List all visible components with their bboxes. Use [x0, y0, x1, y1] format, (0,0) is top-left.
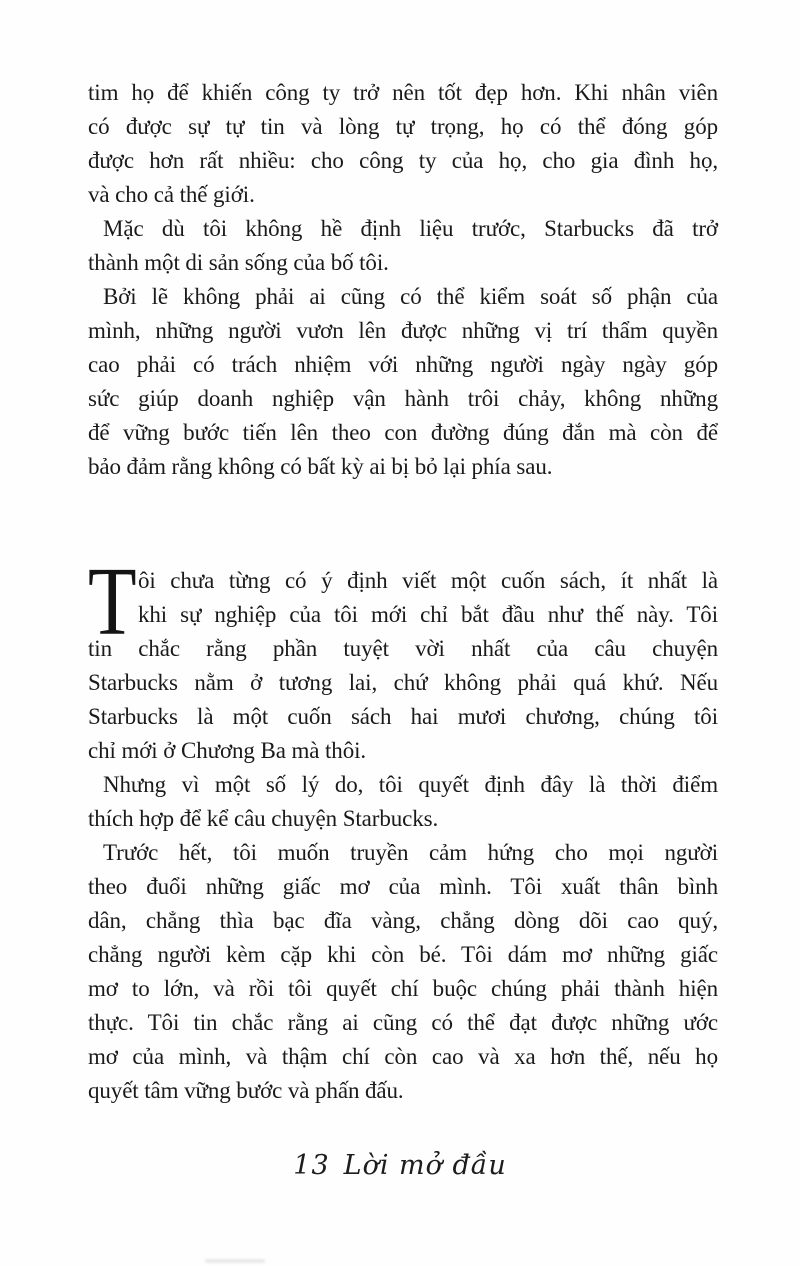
text-line: chẳng người kèm cặp khi còn bé. Tôi dám mơ những giấc [88, 942, 718, 967]
text-line: thực. Tôi tin chắc rằng ai cũng có thể đạt được những ước [88, 1010, 718, 1035]
text-line: cao phải có trách nhiệm với những người ngày ngày góp [88, 352, 718, 377]
section-continued [88, 76, 718, 484]
text-line: Trước hết, tôi muốn truyền cảm hứng cho mọi người [103, 840, 718, 865]
paragraph [88, 76, 718, 212]
paragraph [88, 768, 718, 836]
text-line: ôi chưa từng có ý định viết một cuốn sách, ít nhất là [138, 568, 718, 593]
text-line: được hơn rất nhiều: cho công ty của họ, cho gia đình họ, [88, 148, 718, 173]
text-line: thích hợp để kể câu chuyện Starbucks. [88, 806, 439, 831]
text-line: mình, những người vươn lên được những vị trí thẩm quyền [88, 318, 718, 343]
paragraph [88, 280, 718, 484]
text-line: tim họ để khiến công ty trở nên tốt đẹp hơn. Khi nhân viên [88, 80, 718, 105]
scan-artifact [205, 1259, 265, 1263]
text-line: Bởi lẽ không phải ai cũng có thể kiểm soát số phận của [103, 284, 718, 309]
text-line: Starbucks là một cuốn sách hai mươi chương, chúng tôi [88, 704, 718, 729]
paragraph [88, 836, 718, 1108]
text-line: quyết tâm vững bước và phấn đấu. [88, 1078, 404, 1103]
text-line: có được sự tự tin và lòng tự trọng, họ có thể đóng góp [88, 114, 718, 139]
paragraph-with-drop-cap [88, 548, 718, 768]
text-line: Mặc dù tôi không hề định liệu trước, Starbucks đã trở [103, 216, 718, 241]
section-opening [88, 548, 718, 1108]
text-line: thành một di sản sống của bố tôi. [88, 250, 389, 275]
text-line: theo đuổi những giấc mơ của mình. Tôi xuất thân bình [88, 874, 718, 899]
text-line: dân, chẳng thìa bạc đĩa vàng, chẳng dòng dõi cao quý, [88, 908, 718, 933]
text-line: mơ to lớn, và rồi tôi quyết chí buộc chúng phải thành hiện [88, 976, 718, 1001]
footer-page-number: 13 [293, 1150, 330, 1181]
text-line: sức giúp doanh nghiệp vận hành trôi chảy, không những [88, 386, 718, 411]
text-line: khi sự nghiệp của tôi mới chỉ bắt đầu như thế này. Tôi [138, 602, 718, 627]
text-line: và cho cả thế giới. [88, 182, 255, 207]
text-line: Nhưng vì một số lý do, tôi quyết định đây là thời điểm [103, 772, 718, 797]
footer-chapter-title: Lời mở đầu [343, 1150, 507, 1181]
text-block [88, 76, 718, 1108]
paragraph [88, 212, 718, 280]
drop-cap-letter: T [88, 548, 137, 655]
text-line: tin chắc rằng phần tuyệt vời nhất của câu chuyện [88, 636, 718, 661]
text-line: chỉ mới ở Chương Ba mà thôi. [88, 738, 367, 763]
text-line: bảo đảm rằng không có bất kỳ ai bị bỏ lại phía sau. [88, 454, 553, 479]
text-line: Starbucks nằm ở tương lai, chứ không phải quá khứ. Nếu [88, 670, 718, 695]
text-line: để vững bước tiến lên theo con đường đúng đắn mà còn để [88, 420, 718, 445]
text-line: mơ của mình, và thậm chí còn cao và xa hơn thế, nếu họ [88, 1044, 718, 1069]
page-footer [0, 1150, 800, 1181]
